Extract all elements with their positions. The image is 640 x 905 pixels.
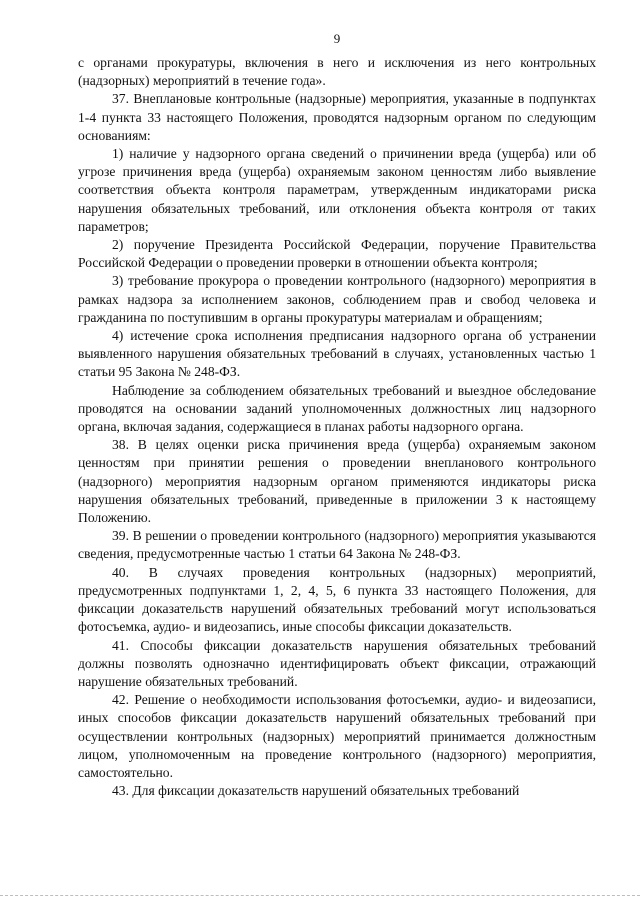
paragraph: 40. В случаях проведения контрольных (надзорных) мероприятий, предусмотренных подпунктами 1, 2, 4, 5, 6 пункта 33 настоящего Положения, для фиксации доказательств нарушений обязательных требований могут использоваться фотосъемка, аудио- и видеозапись, иные способы фиксации доказательств. [78,564,596,635]
paragraph: 1) наличие у надзорного органа сведений о причинении вреда (ущерба) или об угрозе причинения вреда (ущерба) охраняемым законом ценностям либо выявление соответствия объекта контроля параметрам, утвержденным индикаторами риска нарушения обязательных требований, или отклонения объекта контроля от таких параметров; [78,146,596,234]
paragraph: 42. Решение о необходимости использования фотосъемки, аудио- и видеозаписи, иных способов фиксации доказательств нарушений обязательных требований при осуществлении контрольных (надзорных) мероприятий принимается должностным лицом, уполномоченным на проведение контрольного (надзорного) мероприятия, самостоятельно. [78,692,596,780]
paragraph: 2) поручение Президента Российской Федерации, поручение Правительства Российской Федерации о проведении проверки в отношении объекта контроля; [78,237,596,271]
paragraph: 37. Внеплановые контрольные (надзорные) мероприятия, указанные в подпунктах 1-4 пункта 33 настоящего Положения, проводятся надзорным органом по следующим основаниям: [78,91,596,143]
paragraph: 3) требование прокурора о проведении контрольного (надзорного) мероприятия в рамках надзора за исполнением законов, соблюдением прав и свобод человека и гражданина по поступившим в органы прокуратуры материалам и обращениям; [78,273,596,325]
paragraph: с органами прокуратуры, включения в него и исключения из него контрольных (надзорных) мероприятий в течение года». [78,55,596,89]
page-bottom-divider [0,895,640,896]
document-body [78,54,596,800]
paragraph: Наблюдение за соблюдением обязательных требований и выездное обследование проводятся на основании заданий уполномоченных должностных лиц надзорного органа, включая задания, содержащиеся в планах работы надзорного органа. [78,382,596,435]
paragraph: 38. В целях оценки риска причинения вреда (ущерба) охраняемым законом ценностям при принятии решения о проведении внепланового контрольного (надзорного) мероприятия надзорным органом применяются индикаторы риска нарушения обязательных требований, приведенные в приложении 3 к настоящему Положению. [78,437,596,526]
document-page [78,30,596,800]
page-number: 9 [333,31,341,46]
paragraph: 4) истечение срока исполнения предписания надзорного органа об устранении выявленного нарушения обязательных требований в случаях, установленных частью 1 статьи 95 Закона № 248-ФЗ. [78,328,596,380]
paragraph: 43. Для фиксации доказательств нарушений обязательных требований [112,783,520,799]
paragraph: 39. В решении о проведении контрольного (надзорного) мероприятия указываются сведения, предусмотренные частью 1 статьи 64 Закона № 248-ФЗ. [78,528,596,562]
paragraph: 41. Способы фиксации доказательств нарушения обязательных требований должны позволять однозначно идентифицировать объект фиксации, отражающий нарушение обязательных требований. [78,637,596,689]
